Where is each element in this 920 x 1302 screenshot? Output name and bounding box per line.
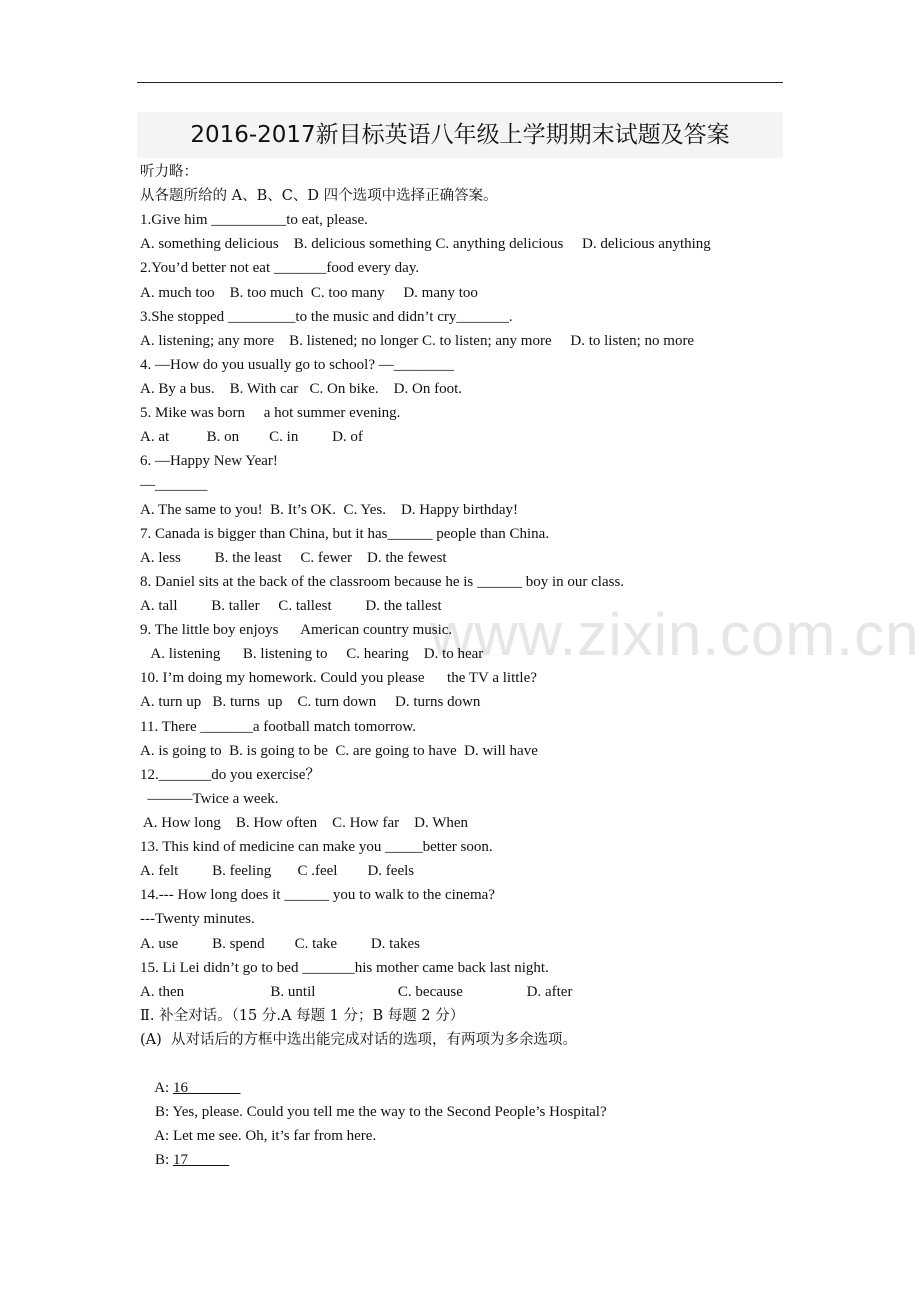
section-note: 听力略：: [140, 164, 198, 180]
options-8: A. tall B. taller C. tallest D. the tallest: [140, 597, 442, 614]
section-instruction: 从各题所给的 A、B、C、D 四个选项中选择正确答案。: [140, 188, 498, 205]
question-10: 10. I’m doing my homework. Could you please the TV a little?: [140, 670, 537, 687]
options-5: A. at B. on C. in D. of: [140, 429, 363, 446]
dialogue-speaker: B: Yes, please. Could you tell me the way to the Second People’s Hospital?: [155, 1104, 607, 1121]
question-11: 11. There _______a football match tomorrow.: [140, 718, 417, 735]
question-15: 15. Li Lei didn’t go to bed _______his mother came back last night.: [140, 959, 549, 976]
section-2-heading: Ⅱ. 补全对话。（15 分.A 每题 1 分；B 每题 2 分）: [140, 1007, 465, 1024]
question-3: 3.She stopped _________to the music and didn’t cry_______.: [140, 308, 513, 325]
options-1: A. something delicious B. delicious something C. anything delicious D. delicious anything: [140, 236, 711, 253]
dialogue-speaker: A: Let me see. Oh, it’s far from here.: [154, 1128, 377, 1145]
dialogue-line-a1: [140, 1052, 800, 1097]
options-3: A. listening; any more B. listened; no longer C. to listen; any more D. to listen; no more: [140, 332, 695, 349]
options-7: A. less B. the least C. fewer D. the fewest: [140, 549, 447, 566]
question-9: 9. The little boy enjoys American country music.: [140, 622, 453, 639]
options-2: A. much too B. too much C. too many D. many too: [140, 284, 478, 301]
question-6: 6. —Happy New Year!: [140, 453, 278, 470]
options-14: A. use B. spend C. take D. takes: [140, 935, 420, 952]
options-12: A. How long B. How often C. How far D. When: [140, 814, 469, 831]
options-11: A. is going to B. is going to be C. are going to have D. will have: [140, 742, 538, 759]
question-6-reply: —_______: [140, 477, 208, 494]
question-14-reply: ---Twenty minutes.: [140, 911, 255, 928]
question-5: 5. Mike was born a hot summer evening.: [140, 405, 401, 422]
question-8: 8. Daniel sits at the back of the classroom because he is ______ boy in our class.: [140, 573, 625, 590]
answer-blank-16: 16: [172, 1080, 241, 1097]
exam-content: [140, 160, 800, 1169]
options-4: A. By a bus. B. With car C. On bike. D. On foot.: [140, 380, 463, 397]
dialogue-speaker: A:: [154, 1080, 173, 1097]
question-4: 4. —How do you usually go to school? —________: [140, 356, 454, 373]
question-7: 7. Canada is bigger than China, but it has______ people than China.: [140, 525, 550, 542]
question-12: 12._______do you exercise？: [140, 766, 321, 783]
answer-blank-17: 17: [172, 1152, 230, 1169]
header-rule: [137, 82, 783, 83]
watermark: www.zixin.com.cn: [430, 601, 920, 668]
question-1: 1.Give him __________to eat, please.: [140, 212, 368, 229]
question-2: 2.You’d better not eat _______food every day.: [140, 260, 420, 277]
options-15: A. then B. until C. because D. after: [140, 983, 573, 1000]
question-14: 14.--- How long does it ______ you to walk to the cinema?: [140, 887, 495, 904]
options-9: A. listening B. listening to C. hearing D. to hear: [140, 646, 484, 663]
options-6: A. The same to you! B. It’s OK. C. Yes. D. Happy birthday!: [140, 501, 519, 518]
question-12-reply: ———Twice a week.: [140, 790, 279, 807]
options-10: A. turn up B. turns up C. turn down D. turns down: [140, 694, 481, 711]
dialogue-speaker: B:: [155, 1152, 173, 1169]
page-title: 2016-2017新目标英语八年级上学期期末试题及答案: [190, 122, 730, 148]
question-13: 13. This kind of medicine can make you _____better soon.: [140, 839, 493, 856]
section-2a-instruction: (A) 从对话后的方框中选出能完成对话的选项，有两项为多余选项。: [140, 1031, 578, 1048]
options-13: A. felt B. feeling C .feel D. feels: [140, 863, 415, 880]
